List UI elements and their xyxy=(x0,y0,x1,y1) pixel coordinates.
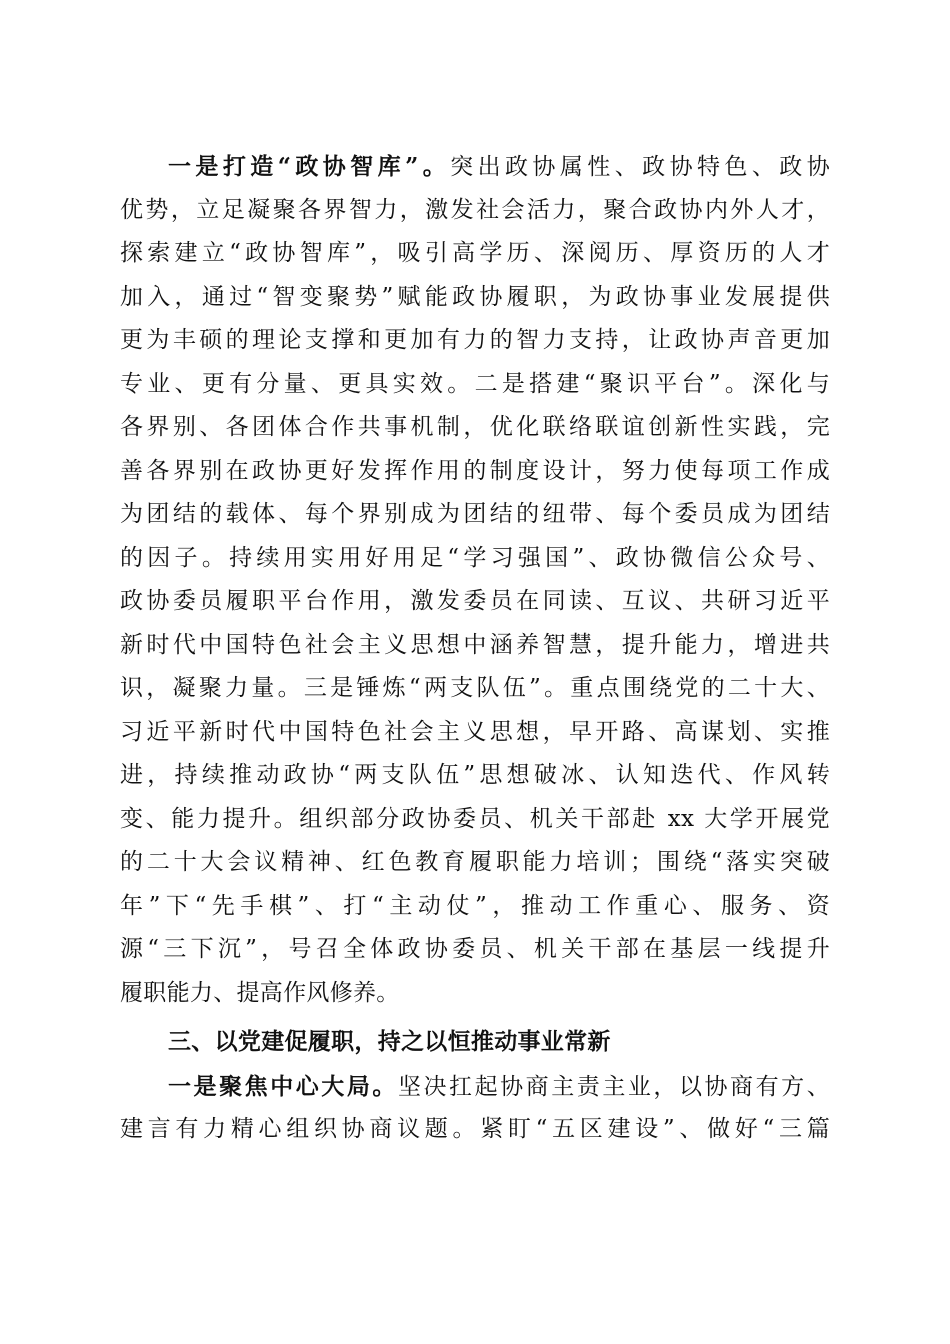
section-heading: 三、以党建促履职，持之以恒推动事业常新 xyxy=(168,1029,611,1055)
document-body xyxy=(120,145,830,1152)
paragraph-line: 更为丰硕的理论支撑和更加有力的智力支持，让政协声音更加 xyxy=(120,327,830,353)
paragraph-line: 探索建立“政协智库”，吸引高学历、深阅历、厚资历的人才 xyxy=(120,240,830,266)
paragraph-line: 政协委员履职平台作用，激发委员在同读、互议、共研习近平 xyxy=(120,588,830,614)
paragraph-lead: 一是打造“政协智库”。 xyxy=(168,153,451,180)
paragraph-line: 各界别、各团体合作共事机制，优化联络联谊创新性实践，完 xyxy=(120,414,830,440)
paragraph-text: 坚决扛起协商主责主业，以协商有方、 xyxy=(397,1073,830,1100)
paragraph-line: 的二十大会议精神、红色教育履职能力培训；围绕“落实突破 xyxy=(120,849,830,875)
paragraph-line xyxy=(120,1065,830,1109)
paragraph-line: 识，凝聚力量。三是锤炼“两支队伍”。重点围绕党的二十大、 xyxy=(120,675,830,701)
paragraph-line: 建言有力精心组织协商议题。紧盯“五区建设”、做好“三篇 xyxy=(120,1116,830,1142)
paragraph-line: 的因子。持续用实用好用足“学习强国”、政协微信公众号、 xyxy=(120,544,830,571)
paragraph-line: 专业、更有分量、更具实效。二是搭建“聚识平台”。深化与 xyxy=(120,370,830,397)
paragraph-line: 新时代中国特色社会主义思想中涵养智慧，提升能力，增进共 xyxy=(120,631,830,658)
paragraph-line: 优势，立足凝聚各界智力，激发社会活力，聚合政协内外人才， xyxy=(120,196,830,223)
paragraph-line: 进，持续推动政协“两支队伍”思想破冰、认知迭代、作风转 xyxy=(120,762,830,788)
paragraph-line: 善各界别在政协更好发挥作用的制度设计，努力使每项工作成 xyxy=(120,457,830,484)
paragraph-line xyxy=(120,145,830,189)
paragraph-line: 为团结的载体、每个界别成为团结的纽带、每个委员成为团结 xyxy=(120,501,830,527)
paragraph-text: 突出政协属性、政协特色、政协 xyxy=(450,154,830,180)
paragraph-line: 加入，通过“智变聚势”赋能政协履职，为政协事业发展提供 xyxy=(120,283,830,310)
paragraph-line: 履职能力、提高作风修养。 xyxy=(120,979,400,1006)
paragraph-line: 年”下“先手棋”、打“主动仗”，推动工作重心、服务、资 xyxy=(120,892,830,919)
paragraph-line: 变、能力提升。组织部分政协委员、机关干部赴 xx 大学开展党 xyxy=(120,805,830,832)
paragraph-line: 源“三下沉”，号召全体政协委员、机关干部在基层一线提升 xyxy=(120,936,830,962)
paragraph-lead: 一是聚焦中心大局。 xyxy=(168,1072,398,1100)
paragraph-line: 习近平新时代中国特色社会主义思想，早开路、高谋划、实推 xyxy=(120,718,830,745)
